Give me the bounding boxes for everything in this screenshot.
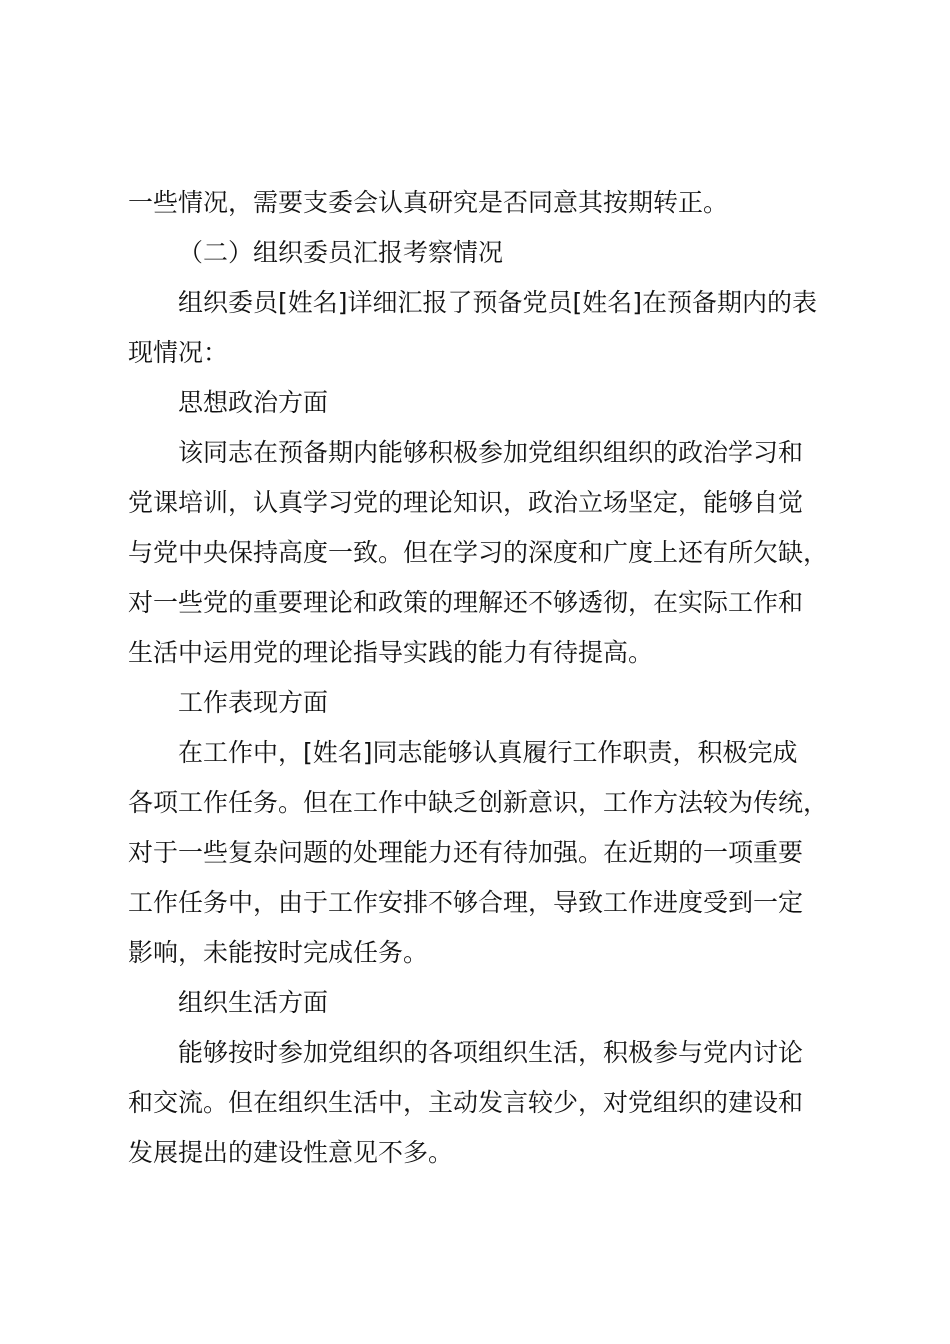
text-line: 党课培训，认真学习党的理论知识，政治立场坚定，能够自觉 (128, 488, 804, 517)
document-body (128, 178, 848, 1178)
text-line: 在工作中，[姓名]同志能够认真履行工作职责，积极完成 (178, 738, 798, 767)
text-line: 能够按时参加党组织的各项组织生活，积极参与党内讨论 (178, 1038, 804, 1067)
subheading-work: 工作表现方面 (178, 688, 329, 717)
text-line: 工作任务中，由于工作安排不够合理，导致工作进度受到一定 (128, 888, 804, 917)
subheading-ideology: 思想政治方面 (178, 388, 329, 417)
text-line: 对一些党的重要理论和政策的理解还不够透彻，在实际工作和 (128, 588, 804, 617)
text-line: 发展提出的建设性意见不多。 (128, 1138, 454, 1167)
text-line: 该同志在预备期内能够积极参加党组织组织的政治学习和 (178, 438, 804, 467)
text-line: 和交流。但在组织生活中，主动发言较少，对党组织的建设和 (128, 1088, 804, 1117)
text-line: 影响，未能按时完成任务。 (128, 938, 429, 967)
text-line: 现情况： (128, 338, 229, 367)
text-line: 各项工作任务。但在工作中缺乏创新意识，工作方法较为传统， (128, 788, 829, 817)
text-line: 组织委员[姓名]详细汇报了预备党员[姓名]在预备期内的表 (178, 288, 818, 317)
section-heading: （二）组织委员汇报考察情况 (178, 238, 504, 267)
subheading-org-life: 组织生活方面 (178, 988, 329, 1017)
text-line: 对于一些复杂问题的处理能力还有待加强。在近期的一项重要 (128, 838, 804, 867)
text-line: 与党中央保持高度一致。但在学习的深度和广度上还有所欠缺， (128, 538, 829, 567)
text-line: 一些情况，需要支委会认真研究是否同意其按期转正。 (128, 188, 729, 217)
text-line: 生活中运用党的理论指导实践的能力有待提高。 (128, 638, 654, 667)
